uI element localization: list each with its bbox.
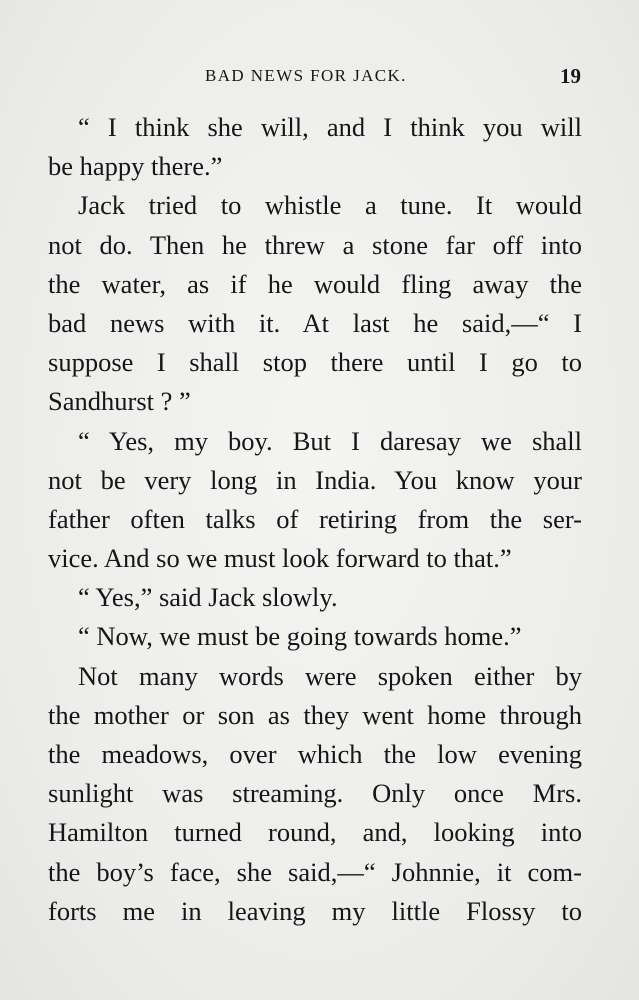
text-line: Not many words were spoken either by	[78, 660, 582, 691]
text-line: the water, as if he would fling away the	[48, 268, 582, 299]
text-line: vice. And so we must look forward to that.”	[48, 543, 512, 574]
text-line: bad news with it. At last he said,—“ I	[48, 307, 582, 338]
text-line: the mother or son as they went home through	[48, 699, 582, 730]
text-line: Hamilton turned round, and, looking into	[48, 817, 582, 848]
text-line: not be very long in India. You know your	[48, 464, 582, 495]
text-line: the boy’s face, she said,—“ Johnnie, it com-	[48, 856, 582, 887]
text-line: Jack tried to whistle a tune. It would	[78, 190, 582, 221]
page-number: 19	[560, 64, 581, 88]
running-title: BAD NEWS FOR JACK.	[205, 66, 407, 85]
text-line: sunlight was streaming. Only once Mrs.	[48, 778, 582, 809]
text-line: “ Now, we must be going towards home.”	[78, 621, 522, 652]
text-line: “ Yes,” said Jack slowly.	[78, 582, 338, 613]
text-line: “ Yes, my boy. But I daresay we shall	[78, 425, 582, 456]
body-text	[48, 108, 582, 931]
text-line: suppose I shall stop there until I go to	[48, 347, 582, 378]
text-line: Sandhurst ? ”	[48, 386, 191, 417]
text-line: “ I think she will, and I think you will	[78, 112, 582, 142]
running-head	[0, 64, 639, 92]
text-line: forts me in leaving my little Flossy to	[48, 895, 582, 926]
text-line: father often talks of retiring from the ser-	[48, 503, 582, 534]
text-line: the meadows, over which the low evening	[48, 739, 582, 769]
text-line: not do. Then he threw a stone far off into	[48, 229, 582, 260]
text-line: be happy there.”	[48, 151, 223, 182]
